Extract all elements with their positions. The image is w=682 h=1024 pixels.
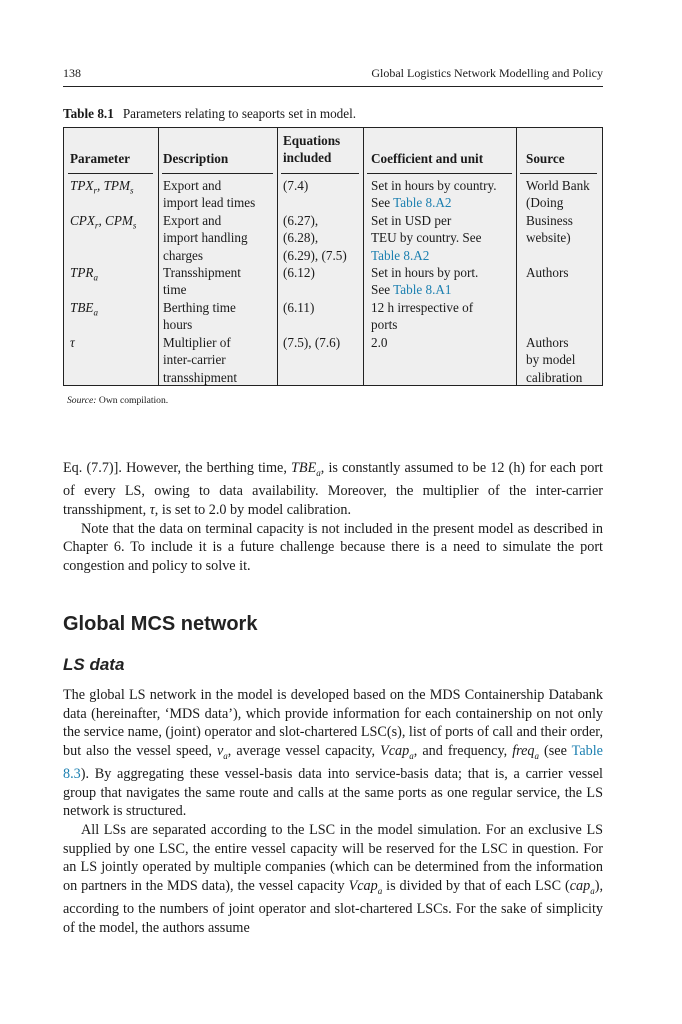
header-rule (281, 173, 359, 174)
source-label: Source: (67, 395, 97, 406)
header-rule (63, 86, 603, 87)
column-divider (363, 128, 364, 385)
source-cell: World Bank (Doing Business website) (526, 178, 590, 246)
description-cell: Export and import lead times (163, 178, 256, 211)
coefficient-cell: 12 h irrespective of ports (371, 300, 474, 333)
table-caption-text: Parameters relating to seaports set in model. (122, 106, 357, 121)
paragraph-2: Note that the data on terminal capacity is not included in the present model as described in Chapter 6. To include it is a future challenge because there is a need to simulate the port congestion and policy to solve it. (63, 520, 603, 574)
description-cell: Multiplier of inter-carrier transshipment (163, 335, 237, 385)
equations-cell: (7.5), (7.6) (283, 335, 341, 350)
param-cell: $TBE_a$ (70, 300, 98, 318)
column-header: Parameter (70, 151, 131, 166)
source-text: Own compilation. (98, 395, 169, 406)
column-divider (277, 128, 278, 385)
coefficient-cell: Set in USD per TEU by country. See Table 8.A2 (371, 213, 482, 263)
source-cell: Authors by model calibration (526, 335, 583, 385)
page-number: 138 (63, 66, 81, 80)
paragraph-4: All LSs are separated according to the LSC in the model simulation. For an exclusive LS supplied by one LSC, the entire vessel capacity will be reserved for the LSC in question. For an LS jointly operated by multiple companies (which can be determined from the information on partners in the MDS data), the vessel capacity Vcap$_a$ is divided by that of each LSC (cap$_a$), according to the numbers of joint operator and slot-chartered LSCs. For the sake of simplicity of the model, the authors assume (63, 821, 603, 936)
coefficient-cell: Set in hours by country. See Table 8.A2 (371, 178, 497, 211)
column-header: Description (163, 151, 229, 166)
equations-cell: (6.12) (283, 265, 315, 280)
header-rule (520, 173, 597, 174)
paragraph (63, 686, 603, 937)
table-caption (63, 106, 356, 122)
description-cell: Transshipment time (163, 265, 241, 298)
header-rule (162, 173, 273, 174)
equations-cell: (7.4) (283, 178, 309, 193)
column-divider (158, 128, 159, 385)
paragraph-1: Eq. (7.7)]. However, the berthing time, $TBE_a$, is constantly assumed to be 12 (h) for each port of every LS, owing to data availability. Moreover, the multiplier of the inter-carrier transshipment, τ, is set to 2.0 by model calibration. (63, 460, 603, 519)
equations-cell: (6.27), (6.28), (6.29), (7.5) (283, 213, 347, 263)
param-cell: $CPX_r$, $CPM_s$ (70, 213, 137, 231)
table-label: Table 8.1 (63, 106, 114, 121)
paragraph-3: The global LS network in the model is developed based on the MDS Containership Databank data (hereinafter, ‘MDS data’), which provide information for each containership on not only the service name, (joint) operator and slot-chartered LSC(s), list of ports of call and their order, but also the vessel speed, $v_a$, average vessel capacity, Vcap$_a$, and frequency, freq$_a$ (see Table 8.3). By aggregating these vessel-basis data into service-basis data; that is, a carrier vessel group that navigates the same route and calls at the same ports as one regular service, the LS network is structured. (63, 687, 603, 820)
description-cell: Export and import handling charges (163, 213, 248, 263)
param-cell: τ (70, 335, 75, 350)
column-divider (516, 128, 517, 385)
section-title: Global MCS network (63, 613, 258, 635)
parameters-table (63, 127, 603, 386)
coefficient-cell: Set in hours by port. See Table 8.A1 (371, 265, 479, 298)
equations-cell: (6.11) (283, 300, 315, 315)
coefficient-cell: 2.0 (371, 335, 388, 350)
running-title: Global Logistics Network Modelling and Policy (371, 66, 603, 80)
param-cell: $TPX_r$, $TPM_s$ (70, 178, 134, 196)
header-rule (367, 173, 512, 174)
paragraph (63, 459, 603, 575)
column-header: Coefficient and unit (371, 151, 484, 166)
source-cell: Authors (526, 265, 569, 280)
subsection-title: LS data (63, 655, 125, 674)
description-cell: Berthing time hours (163, 300, 236, 333)
header-rule (68, 173, 153, 174)
table-source-note (67, 395, 168, 406)
column-header: Source (526, 151, 565, 166)
column-header: Equations included (283, 133, 341, 165)
param-cell: $TPR_a$ (70, 265, 98, 283)
